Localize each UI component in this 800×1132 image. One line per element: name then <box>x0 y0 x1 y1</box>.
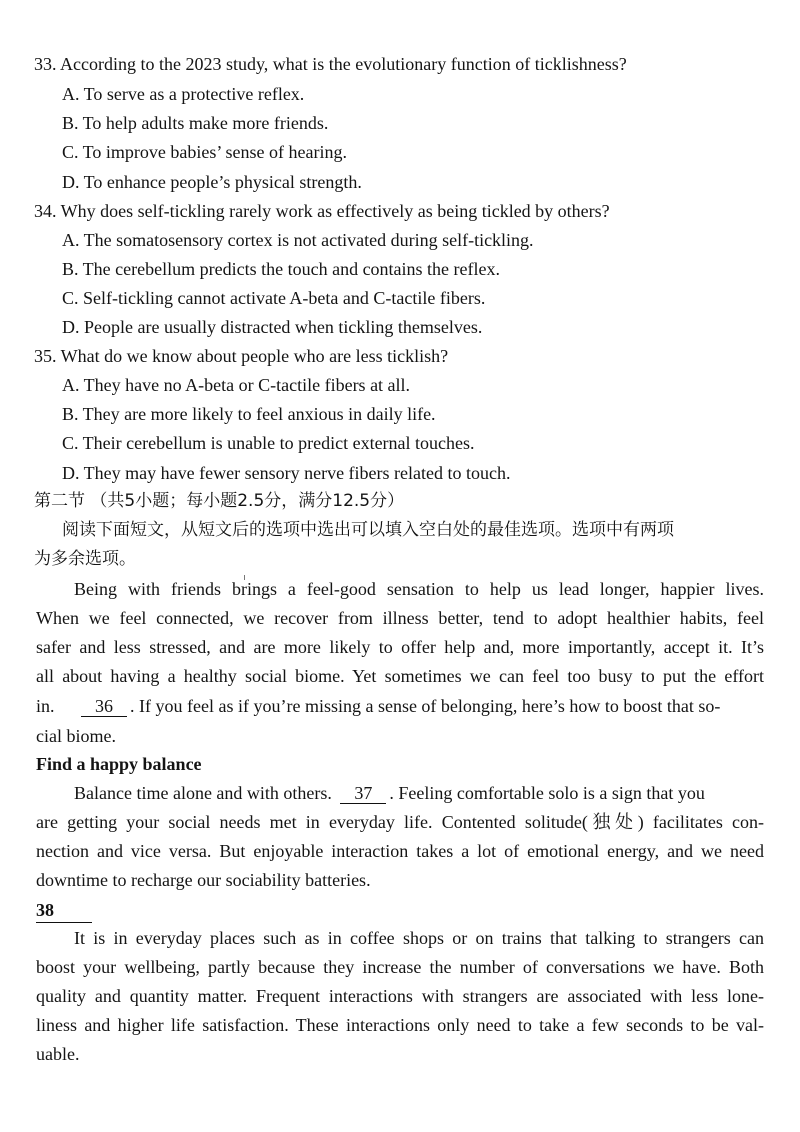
passage-p2-line1 <box>74 781 705 805</box>
passage-p3-line4: liness and higher life satisfaction. These interactions only need to take a few seconds to be val- <box>36 1015 764 1035</box>
blank-37: 37 <box>340 783 386 804</box>
passage-p1-line5-end: . If you feel as if you’re missing a sense of belonging, here’s how to boost that so- <box>130 696 721 716</box>
question-35-stem: 35. What do we know about people who are less ticklish? <box>34 346 449 366</box>
passage-p1-line1: Being with friends brings a feel-good sensation to help us lead longer, happier lives. <box>74 579 764 599</box>
question-34-option-c: C. Self-tickling cannot activate A-beta and C-tactile fibers. <box>62 288 486 308</box>
passage-p3-line2: boost your wellbeing, partly because they increase the number of conversations we have. Both <box>36 957 764 977</box>
passage-p1-line3: safer and less stressed, and are more likely to offer help and, more importantly, accept it. It’s <box>36 637 764 657</box>
question-34-option-a: A. The somatosensory cortex is not activated during self-tickling. <box>62 230 534 250</box>
passage-p1-line5-start: in. <box>36 696 55 716</box>
passage-p2-line3: nection and vice versa. But enjoyable interaction takes a lot of emotional energy, and we need <box>36 841 764 861</box>
question-35-option-d: D. They may have fewer sensory nerve fibers related to touch. <box>62 463 511 483</box>
question-33-option-a: A. To serve as a protective reflex. <box>62 84 305 104</box>
blank-38: 38 <box>36 898 92 923</box>
section-heading: 第二节 （共5小题；每小题2.5分，满分12.5分） <box>34 491 405 511</box>
passage-p3-line1: It is in everyday places such as in coffee shops or on trains that talking to strangers can <box>74 928 764 948</box>
question-35-option-b: B. They are more likely to feel anxious in daily life. <box>62 404 436 424</box>
question-35-option-c: C. Their cerebellum is unable to predict external touches. <box>62 433 475 453</box>
passage-p1-line6: cial biome. <box>36 726 116 746</box>
question-34-stem: 34. Why does self-tickling rarely work as effectively as being tickled by others? <box>34 201 610 221</box>
passage-p2-line1-start: Balance time alone and with others. <box>74 783 332 803</box>
section-instruction-line2: 为多余选项。 <box>34 549 136 569</box>
question-33-stem: 33. According to the 2023 study, what is the evolutionary function of ticklishness? <box>34 54 627 74</box>
question-33-option-d: D. To enhance people’s physical strength. <box>62 172 362 192</box>
question-33-option-b: B. To help adults make more friends. <box>62 113 329 133</box>
passage-p3-line5: uable. <box>36 1044 80 1064</box>
passage-p1-line5 <box>36 694 720 718</box>
passage-p1-line4: all about having a healthy social biome. Yet sometimes we can feel too busy to put the effort <box>36 666 764 686</box>
passage-heading-find-balance: Find a happy balance <box>36 754 202 774</box>
passage-p2-line2: are getting your social needs met in everyday life. Contented solitude(独处) facilitates con- <box>36 812 764 832</box>
question-35-option-a: A. They have no A-beta or C-tactile fibers at all. <box>62 375 411 395</box>
passage-p3-line3: quality and quantity matter. Frequent interactions with strangers are associated with less lone- <box>36 986 764 1006</box>
blank-36: 36 <box>81 696 127 717</box>
passage-p2-line1-end: . Feeling comfortable solo is a sign that you <box>389 783 705 803</box>
section-instruction-line1: 阅读下面短文，从短文后的选项中选出可以填入空白处的最佳选项。选项中有两项 <box>62 520 674 540</box>
passage-p2-line4: downtime to recharge our sociability batteries. <box>36 870 371 890</box>
question-34-option-d: D. People are usually distracted when tickling themselves. <box>62 317 483 337</box>
question-34-option-b: B. The cerebellum predicts the touch and contains the reflex. <box>62 259 501 279</box>
question-33-option-c: C. To improve babies’ sense of hearing. <box>62 142 348 162</box>
passage-p1-line2: When we feel connected, we recover from illness better, tend to adopt healthier habits, feel <box>36 608 764 628</box>
